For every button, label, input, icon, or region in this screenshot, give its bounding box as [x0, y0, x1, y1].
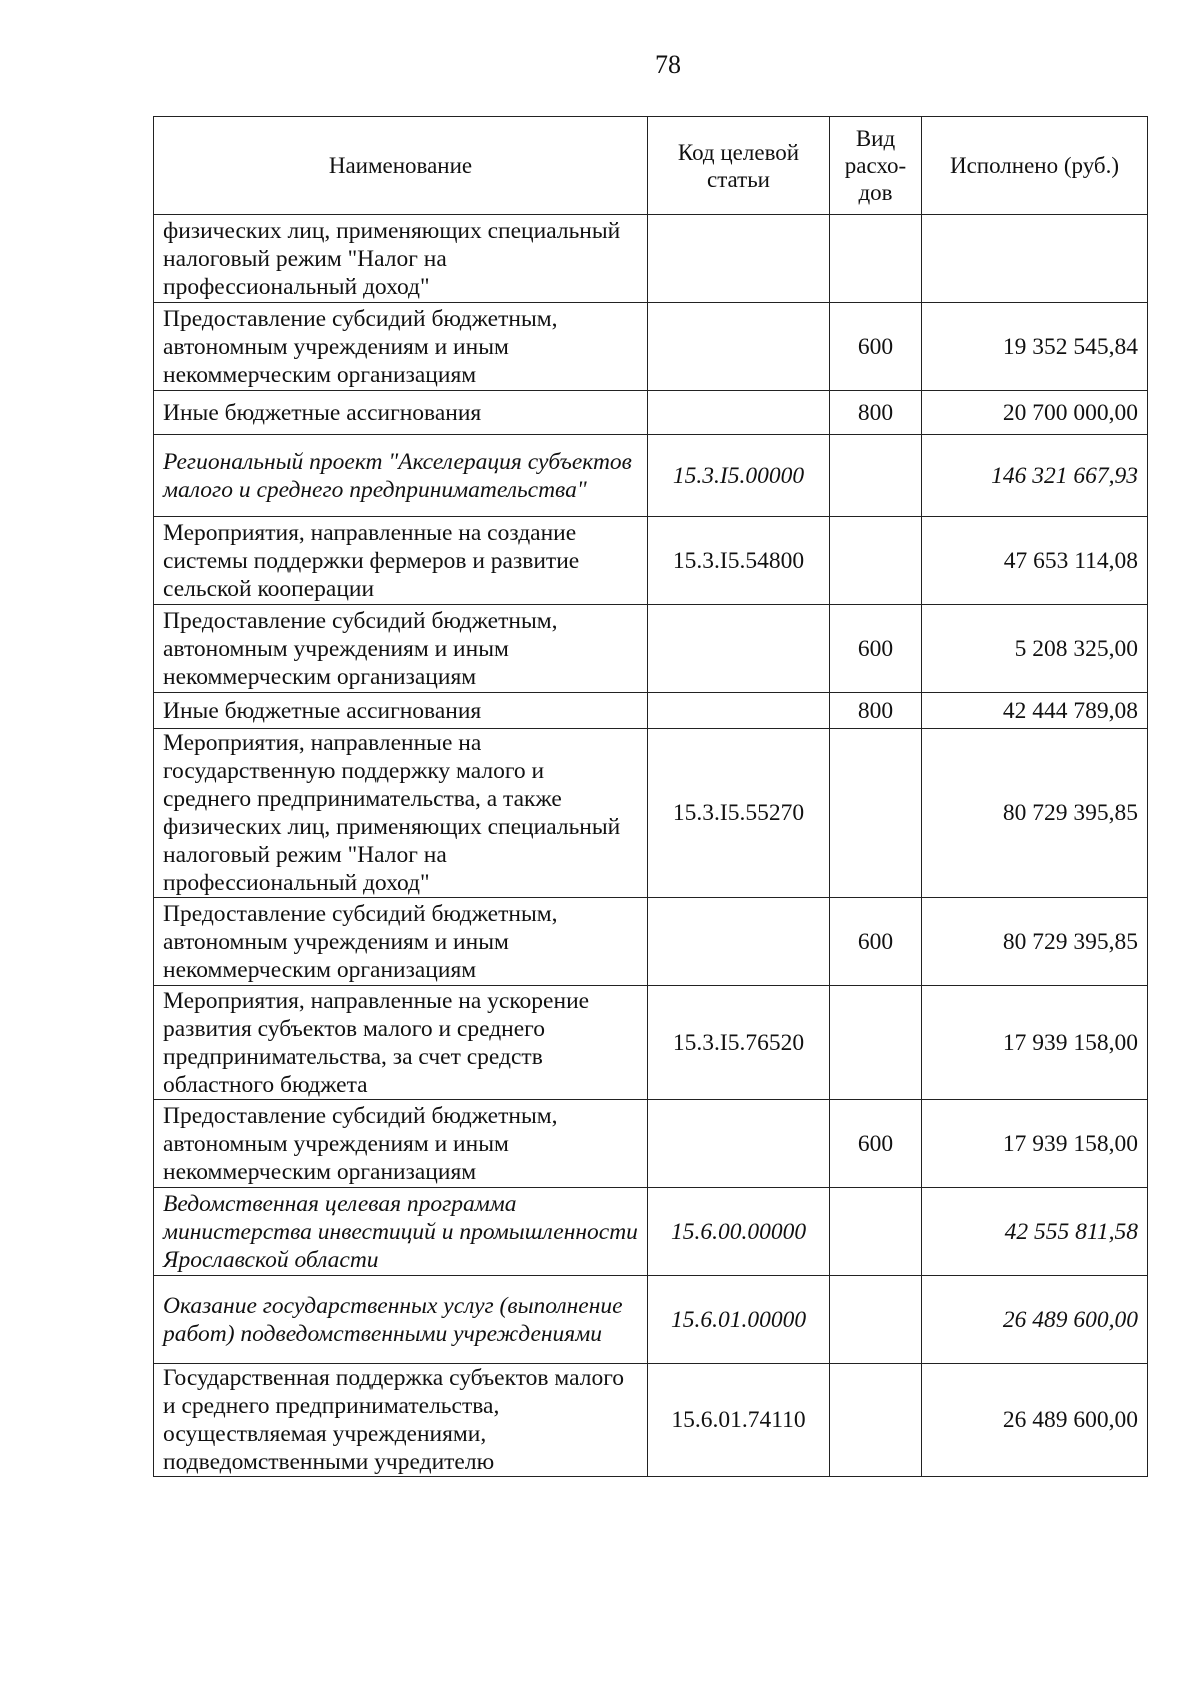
cell-sum: 80 729 395,85	[922, 898, 1148, 986]
cell-code: 15.6.01.00000	[648, 1276, 830, 1364]
cell-name: Мероприятия, направленные на государственную поддержку малого и среднего предпринимательства, а также физических лиц, применяющих специальный налоговый режим "Налог на профессиональный доход"	[154, 729, 648, 898]
cell-name: Предоставление субсидий бюджетным, автономным учреждениям и иным некоммерческим организациям	[154, 605, 648, 693]
cell-code: 15.6.00.00000	[648, 1188, 830, 1276]
table-row	[154, 1100, 1148, 1188]
table-row	[154, 605, 1148, 693]
cell-name: Региональный проект "Акселерация субъектов малого и среднего предпринимательства"	[154, 435, 648, 517]
table-row	[154, 898, 1148, 986]
cell-sum: 26 489 600,00	[922, 1364, 1148, 1477]
cell-code: 15.3.I5.55270	[648, 729, 830, 898]
column-header-sum: Исполнено (руб.)	[922, 117, 1148, 215]
cell-kind	[830, 215, 922, 303]
table-row	[154, 1188, 1148, 1276]
cell-name: Мероприятия, направленные на создание системы поддержки фермеров и развитие сельской кооперации	[154, 517, 648, 605]
cell-sum: 17 939 158,00	[922, 986, 1148, 1100]
cell-code: 15.3.I5.54800	[648, 517, 830, 605]
cell-kind	[830, 729, 922, 898]
table-row	[154, 729, 1148, 898]
cell-code	[648, 1100, 830, 1188]
cell-name: Ведомственная целевая программа министерства инвестиций и промышленности Ярославской области	[154, 1188, 648, 1276]
cell-code	[648, 693, 830, 729]
table-row	[154, 693, 1148, 729]
cell-kind	[830, 1188, 922, 1276]
cell-kind: 600	[830, 898, 922, 986]
cell-kind: 600	[830, 303, 922, 391]
cell-kind	[830, 517, 922, 605]
cell-kind	[830, 1364, 922, 1477]
cell-code: 15.3.I5.00000	[648, 435, 830, 517]
cell-code	[648, 391, 830, 435]
cell-name: Предоставление субсидий бюджетным, автономным учреждениям и иным некоммерческим организациям	[154, 898, 648, 986]
cell-sum: 80 729 395,85	[922, 729, 1148, 898]
table-row	[154, 303, 1148, 391]
column-header-code: Код целевой статьи	[648, 117, 830, 215]
cell-kind: 600	[830, 1100, 922, 1188]
cell-kind	[830, 986, 922, 1100]
table-header-row	[154, 117, 1148, 215]
cell-sum: 17 939 158,00	[922, 1100, 1148, 1188]
cell-sum: 42 555 811,58	[922, 1188, 1148, 1276]
table-row	[154, 391, 1148, 435]
cell-sum: 42 444 789,08	[922, 693, 1148, 729]
column-header-name: Наименование	[154, 117, 648, 215]
cell-kind	[830, 1276, 922, 1364]
cell-name: Иные бюджетные ассигнования	[154, 693, 648, 729]
cell-code	[648, 303, 830, 391]
page-number: 78	[655, 50, 681, 79]
cell-kind: 800	[830, 693, 922, 729]
cell-sum: 47 653 114,08	[922, 517, 1148, 605]
cell-sum	[922, 215, 1148, 303]
cell-code: 15.3.I5.76520	[648, 986, 830, 1100]
cell-code	[648, 605, 830, 693]
table-row	[154, 215, 1148, 303]
cell-name: Оказание государственных услуг (выполнение работ) подведомственными учреждениями	[154, 1276, 648, 1364]
budget-table	[153, 116, 1148, 1477]
cell-sum: 5 208 325,00	[922, 605, 1148, 693]
column-header-kind: Вид расхо-дов	[830, 117, 922, 215]
table-row	[154, 1364, 1148, 1477]
cell-name: Государственная поддержка субъектов малого и среднего предпринимательства, осуществляемая учреждениями, подведомственными учредителю	[154, 1364, 648, 1477]
cell-name: Мероприятия, направленные на ускорение развития субъектов малого и среднего предпринимательства, за счет средств областного бюджета	[154, 986, 648, 1100]
cell-code	[648, 215, 830, 303]
cell-sum: 19 352 545,84	[922, 303, 1148, 391]
cell-kind	[830, 435, 922, 517]
cell-kind: 800	[830, 391, 922, 435]
table-body	[154, 215, 1148, 1477]
cell-sum: 146 321 667,93	[922, 435, 1148, 517]
table-row	[154, 1276, 1148, 1364]
cell-code: 15.6.01.74110	[648, 1364, 830, 1477]
table-row	[154, 986, 1148, 1100]
cell-code	[648, 898, 830, 986]
table-row	[154, 517, 1148, 605]
cell-name: физических лиц, применяющих специальный налоговый режим "Налог на профессиональный доход"	[154, 215, 648, 303]
table-row	[154, 435, 1148, 517]
cell-name: Предоставление субсидий бюджетным, автономным учреждениям и иным некоммерческим организациям	[154, 1100, 648, 1188]
cell-kind: 600	[830, 605, 922, 693]
cell-sum: 20 700 000,00	[922, 391, 1148, 435]
cell-sum: 26 489 600,00	[922, 1276, 1148, 1364]
cell-name: Иные бюджетные ассигнования	[154, 391, 648, 435]
cell-name: Предоставление субсидий бюджетным, автономным учреждениям и иным некоммерческим организациям	[154, 303, 648, 391]
